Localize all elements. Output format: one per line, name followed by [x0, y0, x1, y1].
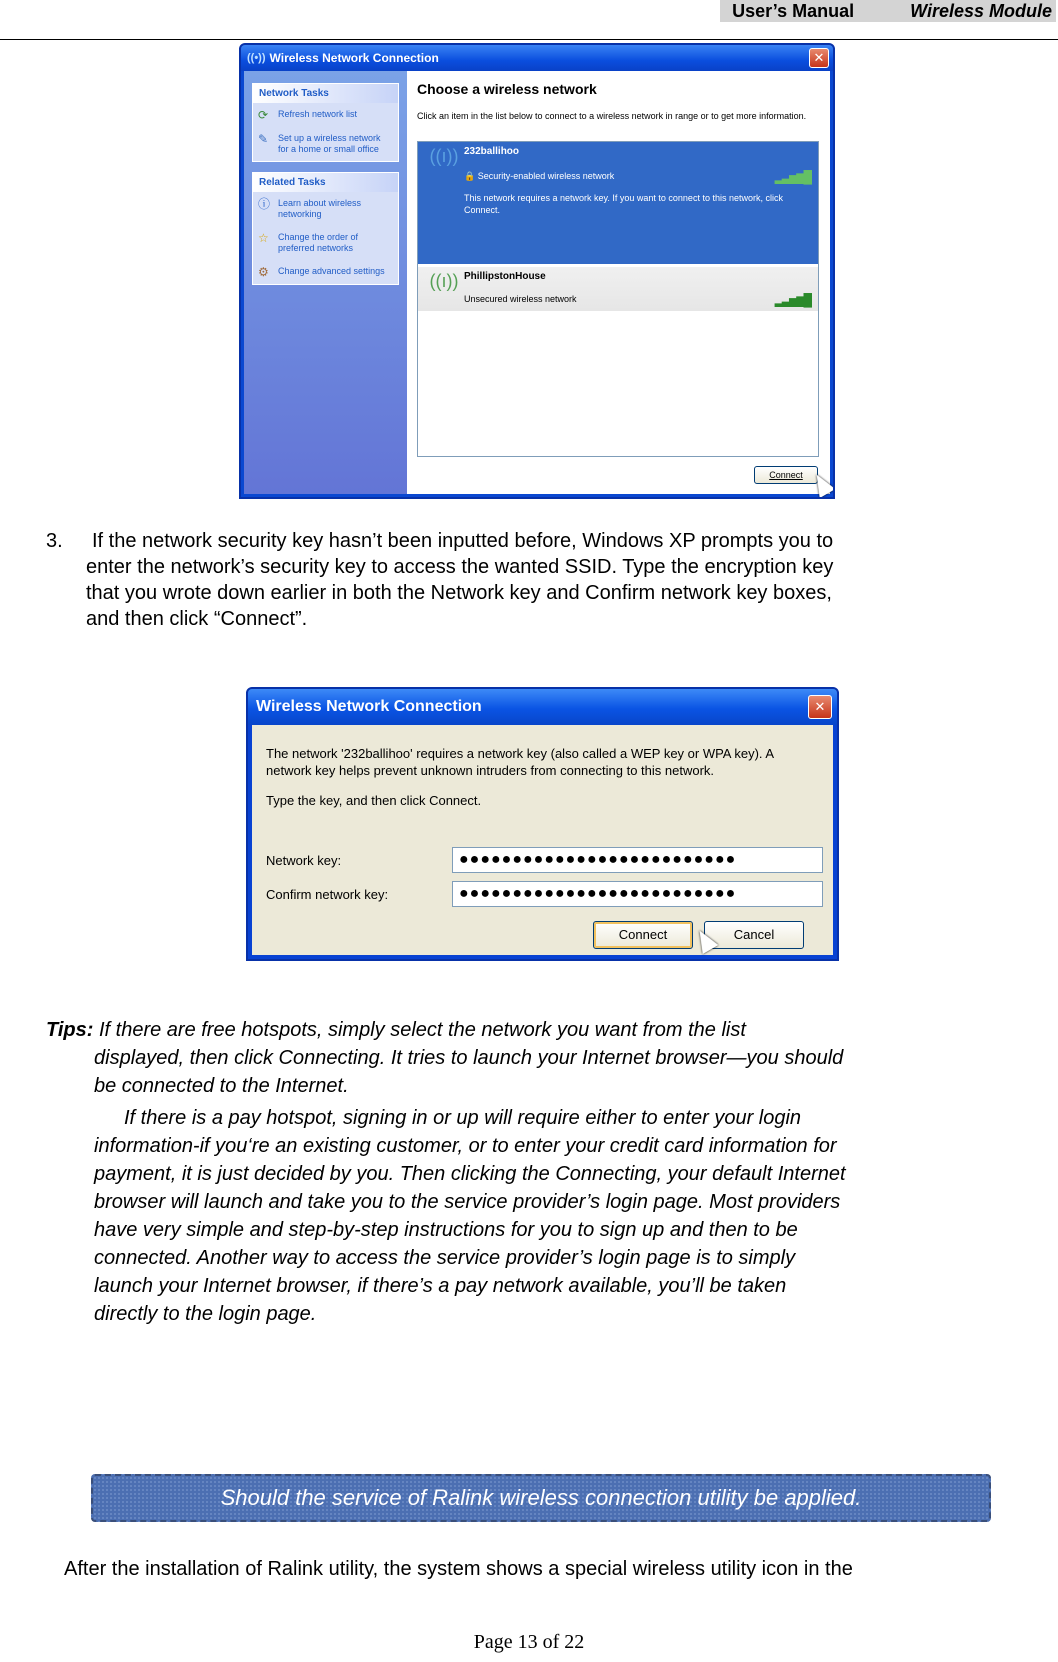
dialog-title: Wireless Network Connection: [256, 698, 482, 715]
tips-label: Tips:: [46, 1019, 94, 1041]
confirm-key-input[interactable]: ●●●●●●●●●●●●●●●●●●●●●●●●●●: [452, 881, 823, 907]
setup-icon: ✎: [258, 132, 269, 146]
task-advanced[interactable]: ⚙ Change advanced settings: [258, 265, 385, 279]
header-box: [720, 0, 1056, 22]
signal-strength-icon: ▂▃▅▆█: [774, 293, 810, 307]
title-bar: [241, 45, 833, 71]
tips-section: Tips: If there are free hotspots, simply select the network you want from the list displayed, then click Connecting. It tries to launch your Internet browser—you should be connected to the Internet. If there is a pay hotspot, signing in or up will require either to enter your login information-if you‘re an existing customer, or to enter your credit card information for payment, it is just decided by you. Then clicking the Connecting, your default Internet browser will launch and take you to the service provider’s login page. Most providers have very simple and step-by-step instructions for you to sign up and then to be connected. Another way to access the service provider’s login page is to simply launch your Internet browser, if there’s a pay network available, you’ll be taken directly to the login page.: [46, 1019, 846, 1325]
network-tasks-heading: Network Tasks: [253, 84, 398, 103]
page-footer: Page 13 of 22: [473, 1631, 585, 1653]
window-title: Wireless Network Connection: [269, 51, 439, 65]
close-icon[interactable]: ✕: [808, 695, 832, 719]
refresh-icon: ⟳: [258, 108, 269, 122]
network-item-232ballihoo[interactable]: [418, 142, 818, 264]
choose-network-window: [239, 43, 835, 499]
task-change-order[interactable]: ☆ Change the order of preferred networks: [258, 231, 359, 253]
antenna-icon: ((ı)): [429, 271, 459, 291]
info-icon: ⓘ: [258, 197, 271, 211]
close-icon[interactable]: ✕: [809, 48, 829, 68]
network-main: [407, 71, 830, 494]
network-status: 🔒 Security-enabled wireless network: [464, 171, 615, 181]
network-key-input[interactable]: ●●●●●●●●●●●●●●●●●●●●●●●●●●: [452, 847, 823, 873]
star-icon: ☆: [258, 231, 269, 245]
title-bar: [248, 689, 837, 725]
task-sidebar: [244, 71, 407, 494]
step-number: 3.: [46, 530, 63, 552]
network-note: This network requires a network key. If you want to connect to this network, click Connect.: [464, 193, 783, 215]
related-tasks-panel: [252, 172, 399, 285]
wireless-icon: ((•)): [247, 52, 266, 64]
dialog-message: The network '232ballihoo' requires a network key (also called a WEP key or WPA key). A network key helps prevent unknown intruders from connecting to this network.: [266, 746, 775, 778]
confirm-key-row: [266, 881, 823, 907]
task-refresh[interactable]: ⟳ Refresh network list: [258, 108, 358, 122]
confirm-key-label: Confirm network key:: [266, 886, 389, 902]
header-manual: User’s Manual: [732, 0, 855, 21]
related-tasks-heading: Related Tasks: [253, 173, 398, 192]
main-title: Choose a wireless network: [417, 81, 597, 97]
header-module: Wireless Module: [910, 0, 1052, 21]
section-banner: Should the service of Ralink wireless connection utility be applied.: [91, 1474, 991, 1522]
network-name: 232ballihoo: [464, 146, 520, 157]
page-header: [0, 0, 1058, 40]
body-text: After the installation of Ralink utility, the system shows a special wireless utility icon in the: [64, 1558, 853, 1580]
cancel-button[interactable]: Cancel: [704, 921, 804, 949]
network-list[interactable]: [417, 141, 819, 457]
signal-strength-icon: ▂▃▅▆█: [774, 170, 810, 184]
network-tasks-panel: [252, 83, 399, 162]
network-key-label: Network key:: [266, 852, 342, 868]
task-setup-network[interactable]: ✎ Set up a wireless network for a home or small office: [258, 132, 381, 154]
network-key-row: [266, 847, 823, 873]
dialog-instruction: Type the key, and then click Connect.: [266, 793, 482, 808]
network-item-phillipstonhouse[interactable]: [418, 267, 818, 311]
connect-button[interactable]: Connect: [593, 921, 693, 949]
settings-icon: ⚙: [258, 265, 269, 279]
connect-button[interactable]: Connect: [754, 466, 818, 484]
step-3-paragraph: 3. If the network security key hasn’t been inputted before, Windows XP prompts you to enter the network’s security key to access the wanted SSID. Type the encryption key that you wrote down earlier in both the Network key and Confirm network key boxes, and then click “Connect”.: [46, 530, 834, 630]
instruction-text: Click an item in the list below to connect to a wireless network in range or to get more information.: [417, 111, 807, 121]
network-name: PhillipstonHouse: [464, 271, 546, 282]
antenna-icon: ((ı)): [429, 146, 459, 166]
network-status: Unsecured wireless network: [464, 294, 577, 304]
task-learn[interactable]: ⓘ Learn about wireless networking: [258, 197, 362, 219]
network-key-dialog: [246, 687, 839, 961]
